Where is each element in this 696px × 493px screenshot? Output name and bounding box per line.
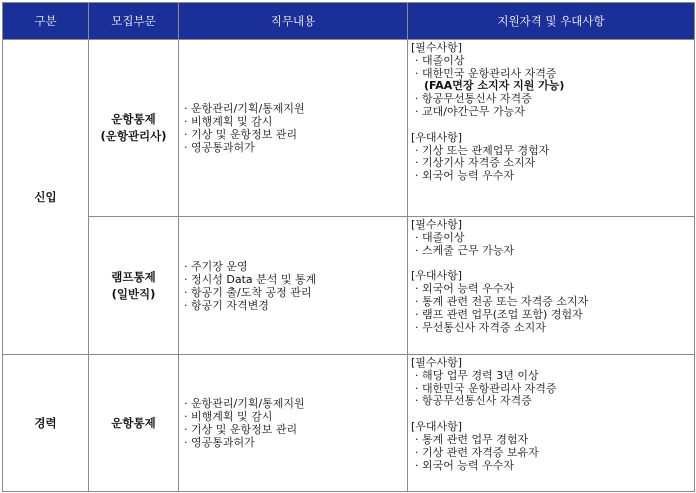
duty-item: · 영공통과허가 [184,141,255,154]
duty-item: · 항공기 출/도착 공정 관리 [184,285,312,299]
department-subname: (일반직) [111,286,156,301]
department-name: 램프통제 [111,269,156,284]
qualifications-cell [408,355,695,492]
qualifications-cell [408,217,695,355]
required-title: [필수사항] [411,41,463,54]
department-name: 운항통제 [111,415,156,430]
department-cell [89,217,179,355]
header-duties: 직무내용 [179,3,408,40]
duties-cell [179,355,408,492]
duties-cell [179,217,408,355]
category-cell-new: 신입 [3,40,89,355]
header-row [3,3,695,40]
header-qualifications: 지원자격 및 우대사항 [408,3,695,40]
table-row [3,40,695,217]
preferred-item: · 무선통신사 자격증 소지자 [415,320,546,334]
preferred-item: · 기상 또는 관제업무 경험자 [415,143,550,157]
preferred-item: · 통계 관련 전공 또는 자격증 소지자 [415,294,589,308]
duty-item: · 항공기 자격변경 [184,298,269,312]
preferred-item: · 외국어 능력 우수자 [415,458,514,472]
duty-item: · 비행계획 및 감시 [184,115,273,128]
preferred-item: · 램프 관련 업무(조업 포함) 경험자 [415,307,583,321]
preferred-item: · 통계 관련 업무 경험자 [415,432,529,446]
required-item: · 교대/야간근무 가능자 [415,104,525,118]
duties-cell [179,40,408,217]
department-subname: (운항관리사) [100,129,167,143]
recruitment-table [2,2,695,492]
required-note: (FAA면장 소지자 지원 가능) [424,79,565,93]
header-category: 구분 [3,3,89,40]
duty-item: · 운항관리/기획/통제지원 [184,102,305,115]
preferred-item: · 기상 관련 자격증 보유자 [415,445,539,459]
required-title: [필수사항] [411,356,463,369]
preferred-title: [우대사항] [411,269,463,283]
required-item: · 대한민국 운항관리사 자격증 [415,381,557,395]
preferred-item: · 외국어 능력 우수자 [415,282,514,296]
header-department: 모집부문 [89,3,179,40]
department-cell [89,40,179,217]
required-item: · 스케줄 근무 가능자 [415,243,514,257]
preferred-title: [우대사항] [411,130,463,144]
required-title: [필수사항] [411,218,463,231]
qualifications-cell [408,40,695,217]
preferred-item: · 기상기사 자격증 소지자 [415,156,536,170]
duty-item: · 운항관리/기획/통제지원 [184,397,305,410]
duty-item: · 정시성 Data 분석 및 통계 [184,272,317,286]
category-cell-experienced: 경력 [3,355,89,492]
duty-item: · 주기장 운영 [184,259,248,273]
duty-item: · 비행계획 및 감시 [184,410,273,423]
duty-item: · 기상 및 운항정보 관리 [184,128,298,141]
table-row [3,217,695,355]
required-item: · 항공무선통신사 자격증 [415,394,532,408]
required-item: · 해당 업무 경력 3년 이상 [415,368,539,382]
department-cell [89,355,179,492]
department-name: 운항통제 [111,112,156,126]
duty-item: · 기상 및 운항정보 관리 [184,423,298,436]
required-item: · 대졸이상 [415,230,465,244]
required-item: · 대졸이상 [415,53,465,67]
required-item: · 대한민국 운항관리사 자격증 [415,66,557,80]
preferred-item: · 외국어 능력 우수자 [415,169,514,183]
table-row [3,355,695,492]
duty-item: · 영공통과허가 [184,436,255,449]
required-item: · 항공무선통신사 자격증 [415,92,532,106]
preferred-title: [우대사항] [411,420,463,434]
